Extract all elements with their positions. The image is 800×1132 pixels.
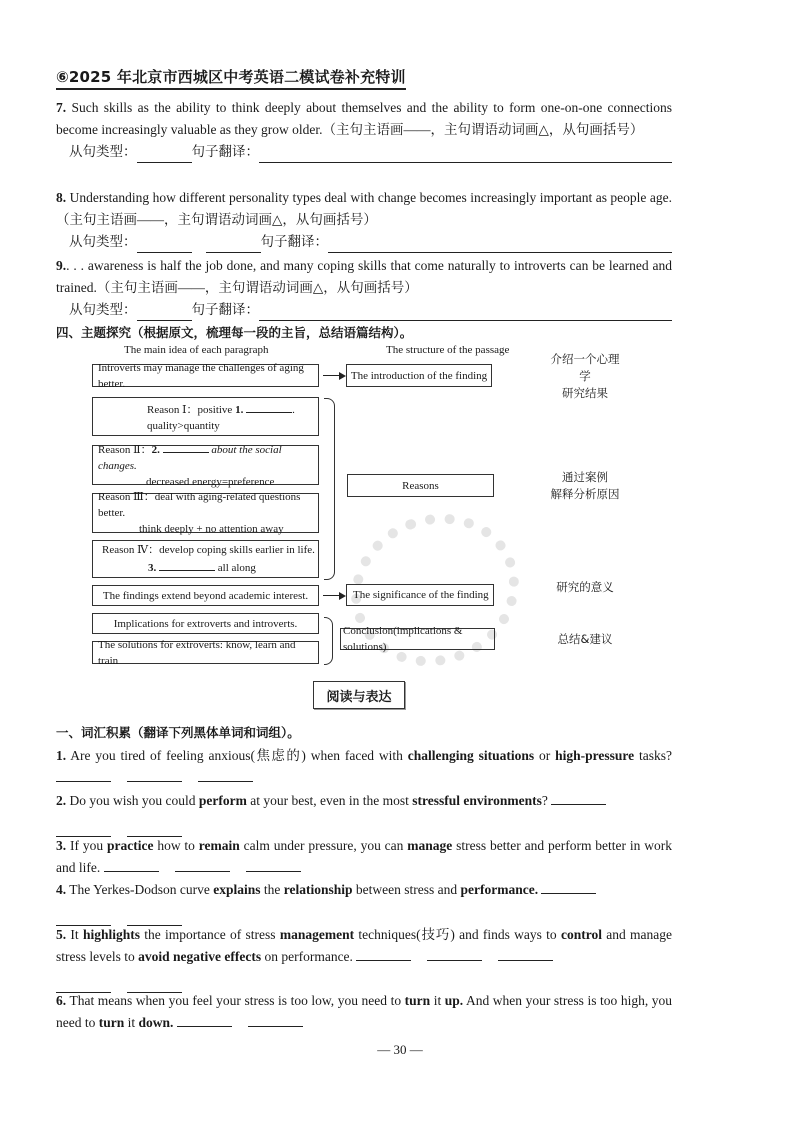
box-text: Implications for extroverts and introverts. <box>113 617 298 630</box>
column-header-main-idea: The main idea of each paragraph <box>124 344 269 356</box>
bold-term: down. <box>138 1015 174 1030</box>
page-number: — 30 — <box>377 1042 423 1057</box>
box-text: The introduction of the finding <box>350 369 488 382</box>
bold-term: high-pressure <box>555 748 635 763</box>
text-segment: Do you wish you could <box>69 793 199 808</box>
text-segment: on performance. <box>261 949 357 964</box>
text-segment: or <box>534 748 556 763</box>
translation-blank[interactable] <box>259 148 672 163</box>
box-text: Introverts may manage the challenges of aging better. <box>98 361 304 390</box>
bold-term: control <box>560 927 602 942</box>
significance-cn-label: 研究的意义 <box>556 580 614 594</box>
reason-2-box <box>92 444 319 488</box>
brace-icon <box>324 398 335 580</box>
text-segment: That means when you feel your stress is too low, you need to <box>69 993 405 1008</box>
bold-term: avoid negative effects <box>138 949 262 964</box>
reasons-cn-label <box>545 469 625 503</box>
box-text: Reasons <box>402 479 439 492</box>
question-number: 1. <box>56 748 67 763</box>
reasons-structure-box <box>347 474 494 497</box>
answer-blank-3[interactable] <box>159 558 215 571</box>
answer-blank-2[interactable] <box>163 440 209 453</box>
question-text: . . . awareness is half the job done, and many coping skills that come naturally to introverts can be learned and trained.（主句主语画——，主句谓语动词画△，从句画括号） <box>56 258 672 295</box>
arrow-icon <box>323 375 344 376</box>
bold-term: remain <box>198 838 240 853</box>
answer-blank[interactable] <box>104 859 159 872</box>
clause-type-label: 从句类型： <box>69 302 137 317</box>
text-segment: how to <box>153 838 199 853</box>
conclusion-cn-label: 总结&建议 <box>557 632 613 646</box>
clause-type-blank[interactable] <box>137 150 192 163</box>
answer-blank-1[interactable] <box>246 400 292 413</box>
answer-line <box>56 231 672 253</box>
bold-term: performance. <box>460 882 539 897</box>
cn-line: 解释分析原因 <box>550 487 620 501</box>
blank-number: 3. <box>148 562 157 574</box>
conclusion-structure-box <box>340 625 495 653</box>
bold-term: up. <box>444 993 464 1008</box>
intro-main-idea-box <box>92 361 319 390</box>
text-segment: it <box>430 993 445 1008</box>
question-number: 9. <box>56 258 67 273</box>
text-segment: If you <box>70 838 107 853</box>
sentence-question-8 <box>56 187 672 253</box>
reason-1-box <box>92 397 319 436</box>
implications-main-idea-box <box>92 613 319 634</box>
text-segment: It <box>70 927 83 942</box>
box-text: all along <box>215 562 256 574</box>
bold-term: relationship <box>283 882 353 897</box>
cn-line: 通过案例 <box>562 470 608 484</box>
answer-blank[interactable] <box>356 948 411 961</box>
text-segment: stress better and perform better in work and life. <box>56 838 673 875</box>
bold-term: stressful environments <box>412 793 542 808</box>
clause-type-label: 从句类型： <box>69 234 137 249</box>
section-heading-vocab: 一、词汇积累（翻译下列黑体单词和词组）。 <box>56 725 300 740</box>
section-heading-theme: 四、主题探究（根据原文，梳理每一段的主旨，总结语篇结构）。 <box>56 325 413 340</box>
question-number: 3. <box>56 838 67 853</box>
translation-blank[interactable] <box>328 238 672 253</box>
page-title: ⑥2025 年北京市西城区中考英语二模试卷补充特训 <box>56 66 406 90</box>
bold-term: manage <box>407 838 453 853</box>
bold-term: perform <box>198 793 247 808</box>
bold-term: explains <box>213 882 261 897</box>
bold-term: challenging situations <box>407 748 535 763</box>
intro-cn-label <box>545 351 625 402</box>
box-text: Reason Ⅱ： <box>98 444 152 456</box>
box-text: . <box>292 403 295 416</box>
answer-line <box>56 141 672 163</box>
answer-blank[interactable] <box>427 948 482 961</box>
reason-3-box <box>92 493 319 533</box>
question-text: Such skills as the ability to think deeply about themselves and the ability to form one-on-one connections become increasingly valuable as they grow older.（主句主语画——，主句谓语动词画△，从句画括号） <box>56 100 673 137</box>
clause-type-blank[interactable] <box>206 240 261 253</box>
text-segment: it <box>124 1015 139 1030</box>
box-text: Reason Ⅰ：positive <box>147 403 236 416</box>
text-segment: the <box>260 882 284 897</box>
answer-blank[interactable] <box>175 859 230 872</box>
bold-term: practice <box>106 838 154 853</box>
question-number: 4. <box>56 882 67 897</box>
box-text: think deeply + no attention away <box>139 523 284 535</box>
text-segment: between stress and <box>352 882 461 897</box>
brace-icon <box>324 617 333 665</box>
blank-number: 2. <box>151 444 160 456</box>
box-text: Reason Ⅳ：develop coping skills earlier in life. <box>102 544 315 556</box>
text-segment: ? <box>541 793 552 808</box>
bold-term: highlights <box>82 927 140 942</box>
bold-term: management <box>279 927 355 942</box>
question-number: 8. <box>56 190 67 205</box>
box-text: about the social changes. <box>98 444 282 472</box>
bold-term: turn <box>98 1015 125 1030</box>
bold-term: turn <box>404 993 431 1008</box>
question-number: 5. <box>56 927 67 942</box>
solutions-main-idea-box <box>92 638 319 667</box>
text-segment: tasks? <box>634 748 673 763</box>
clause-type-blank[interactable] <box>137 240 192 253</box>
translation-label: 句子翻译： <box>191 144 259 159</box>
question-number: 6. <box>56 993 67 1008</box>
answer-blank[interactable] <box>177 1014 232 1027</box>
answer-blank[interactable] <box>541 881 596 894</box>
question-number: 2. <box>56 793 67 808</box>
box-text: Reason Ⅲ：deal with aging-related questions better. <box>98 491 301 519</box>
answer-blank[interactable] <box>248 1014 303 1027</box>
sentence-question-7 <box>56 97 672 163</box>
box-text: The solutions for extroverts: know, learn and train <box>98 638 296 667</box>
significance-structure-box <box>346 584 494 606</box>
intro-structure-box <box>346 364 492 387</box>
answer-blank[interactable] <box>198 769 253 782</box>
blank-number: 1. <box>235 403 244 416</box>
arrow-icon <box>323 595 344 596</box>
text-segment: the importance of stress <box>139 927 280 942</box>
answer-line <box>56 299 672 321</box>
section-title-reading-expression: 阅读与表达 <box>313 681 405 709</box>
cn-line: 介绍一个心理学 <box>550 352 620 383</box>
answer-blank[interactable] <box>551 792 606 805</box>
text-segment: Are you tired of feeling anxious(焦虑的) when faced with <box>70 748 408 763</box>
text-segment: And when your stress is too high, you need to <box>56 993 672 1030</box>
box-text: The significance of the finding <box>353 589 489 601</box>
box-text: Conclusion(implications & solutions) <box>343 625 463 653</box>
text-segment: techniques(技巧) and finds ways to <box>354 927 561 942</box>
findings-main-idea-box <box>92 585 319 606</box>
vocab-item-6 <box>56 990 672 1034</box>
answer-blank[interactable] <box>56 769 111 782</box>
column-header-structure: The structure of the passage <box>386 344 510 356</box>
box-text: The findings extend beyond academic interest. <box>102 589 309 602</box>
sentence-question-9 <box>56 255 672 321</box>
box-text: decreased energy=preference <box>146 476 275 488</box>
reason-4-box <box>92 540 319 578</box>
vocab-item-5 <box>56 924 672 1000</box>
translation-label: 句子翻译： <box>191 302 259 317</box>
question-number: 7. <box>56 100 67 115</box>
text-segment: calm under pressure, you can <box>239 838 408 853</box>
vocab-item-1 <box>56 745 672 789</box>
text-segment: at your best, even in the most <box>246 793 413 808</box>
translation-label: 句子翻译： <box>260 234 328 249</box>
text-segment: and manage stress levels to <box>56 927 672 964</box>
answer-blank[interactable] <box>127 769 182 782</box>
cn-line: 研究结果 <box>562 386 608 400</box>
clause-type-label: 从句类型： <box>69 144 137 159</box>
vocab-item-3 <box>56 835 672 879</box>
answer-blank[interactable] <box>246 859 301 872</box>
translation-blank[interactable] <box>259 306 672 321</box>
box-text: quality>quantity <box>147 419 220 432</box>
question-text: Understanding how different personality types deal with change becomes increasingly important as people age.（主句主语画——，主句谓语动词画△，从句画括号） <box>56 190 672 227</box>
text-segment: The Yerkes-Dodson curve <box>69 882 214 897</box>
clause-type-blank[interactable] <box>137 308 192 321</box>
answer-blank[interactable] <box>498 948 553 961</box>
